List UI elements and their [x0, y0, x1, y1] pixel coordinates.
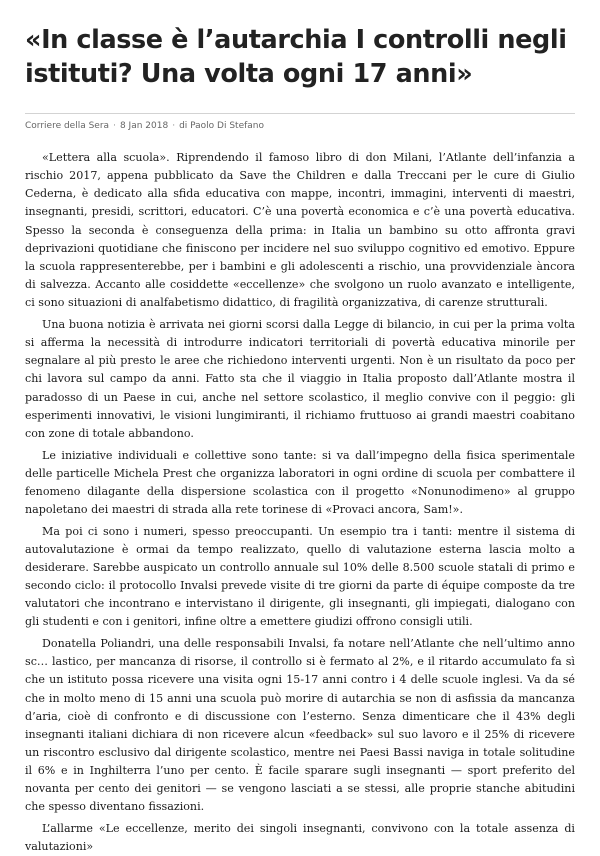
article-paragraph: Le iniziative individuali e collettive sono tante: si va dall’impegno della fisica sperimentale delle particelle Michela Prest che organizza laboratori in ogni ordine di scuola per combattere il fenomeno dilagante della dispersione scolastica con il progetto «Nonunodimeno» al gruppo napoletano dei maestri di strada alla rete torinese di «Provaci ancora, Sam!».	[25, 448, 575, 516]
source-name: Corriere della Sera	[25, 121, 110, 131]
byline-separator: ·	[113, 121, 116, 131]
publication-date: 8 Jan 2018	[119, 121, 169, 131]
article-byline	[25, 120, 575, 132]
byline-separator: ·	[172, 121, 176, 131]
article-paragraph: L’allarme «Le eccellenze, merito dei singoli insegnanti, convivono con la totale assenza di valutazioni»	[25, 822, 575, 854]
article-headline: «In classe è l’autarchia I controlli negli istituti? Una volta ogni 17 anni»	[25, 25, 567, 89]
article-paragraph: «Lettera alla scuola». Riprendendo il famoso libro di don Milani, l’Atlante dell’infanzia a rischio 2017, appena pubblicato da Save the Children e dalla Treccani per le cure di Giulio Cederna, è dedicato alla sfida educativa con mappe, incontri, immagini, interventi di maestri, insegnanti, presidi, scrittori, educatori. C’è una povertà economica e c’è una povertà educativa. Spesso la seconda è conseguenza della prima: in Italia un bambino su otto affronta gravi deprivazioni quotidiane che finiscono per incidere nel suo sviluppo cognitivo ed emotivo. Eppure la scuola rappresenterebbe, per i bambini e gli adolescenti a rischio, una provvidenziale àncora di salvezza. Accanto alle cosiddette «eccellenze» che svolgono un ruolo avanzato e intelligente, ci sono situazioni di analfabetismo didattico, di fragilità organizzativa, di carenze strutturali.	[25, 151, 575, 310]
article-paragraph: Una buona notizia è arrivata nei giorni scorsi dalla Legge di bilancio, in cui per la prima volta si afferma la necessità di introdurre indicatori territoriali di povertà educativa minorile per segnalare al più presto le aree che richiedono interventi urgenti. Non è un risultato da poco per chi lavora sul campo da anni. Fatto sta che il viaggio in Italia proposto dall’Atlante mostra il paradosso di un Paese in cui, anche nel settore scolastico, il meglio convive con il peggio: gli esperimenti innovativi, le visioni lungimiranti, il richiamo fruttuoso ai grandi maestri coabitano con zone di totale abbandono.	[25, 317, 575, 440]
article-paragraph: Ma poi ci sono i numeri, spesso preoccupanti. Un esempio tra i tanti: mentre il sistema di autovalutazione è ormai da tempo realizzato, quello di valutazione esterna lascia molto a desiderare. Sarebbe auspicato un controllo annuale sul 10% delle 8.500 scuole statali di primo e secondo ciclo: il protocollo Invalsi prevede visite di tre giorni da parte di équipe composte da tre valutatori che incontrano e intervistano il dirigente, gli insegnanti, gli impiegati, dialogano con gli studenti e con i genitori, infine oltre a emettere giudizi offrono consigli utili.	[25, 524, 575, 629]
article-paragraph: Donatella Poliandri, una delle responsabili Invalsi, fa notare nell’Atlante che nell’ultimo anno sc… lastico, per mancanza di risorse, il controllo si è fermato al 2%, e il ritardo accumulato fa sì che un istituto possa ricevere una visita ogni 15-17 anni contro i 4 delle scuole inglesi. Va da sé che in molto meno di 15 anni una scuola può morire di autarchia se non di asfissia da mancanza d’aria, cioè di confronto e di discussione con l’esterno. Senza dimenticare che il 43% degli insegnanti italiani dichiara di non ricevere alcun «feedback» sul suo lavoro e il 25% di ricevere un riscontro esclusivo dal dirigente scolastico, mentre nei Paesi Bassi naviga in totale solitudine il 6% e in Inghilterra l’uno per cento. È facile sparare sugli insegnanti — sport preferito del novanta per cento dei genitori — se vengono lasciati a se stessi, alle proprie stanche abitudini che spesso diventano fissazioni.	[25, 637, 575, 814]
article-body	[25, 149, 575, 856]
author-name: di Paolo Di Stefano	[179, 121, 265, 131]
header-divider	[25, 113, 575, 114]
